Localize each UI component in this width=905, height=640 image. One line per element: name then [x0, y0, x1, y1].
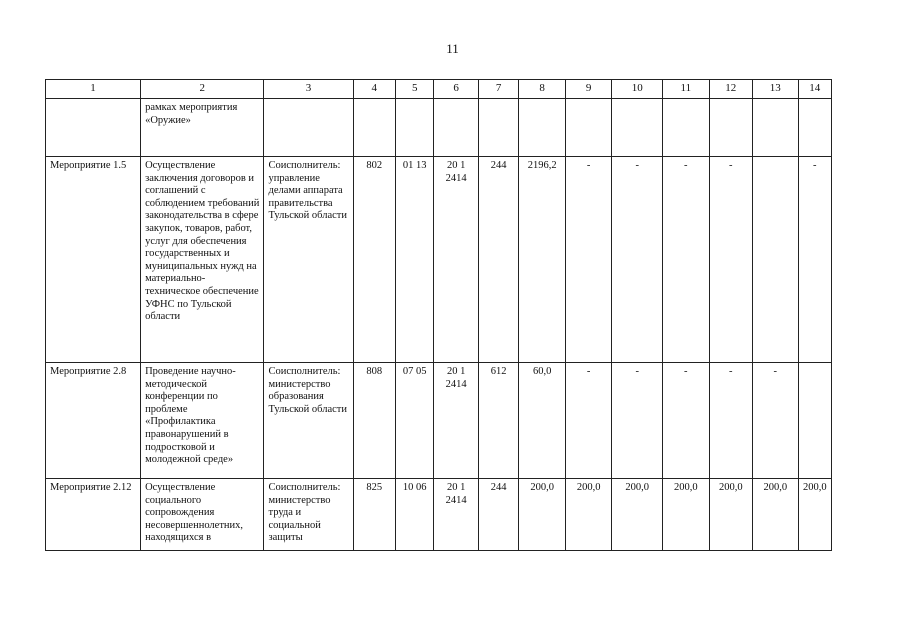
table-cell: -	[798, 157, 831, 363]
table-cell	[798, 99, 831, 157]
table-cell: 244	[478, 479, 518, 551]
budget-table	[45, 79, 832, 551]
table-cell: 20 1 2414	[434, 479, 479, 551]
table-cell: Осуществление социального сопровождения несовершеннолетних, находящихся в	[141, 479, 264, 551]
table-cell	[709, 99, 752, 157]
table-cell: 200,0	[565, 479, 612, 551]
table-cell: -	[663, 157, 710, 363]
table-cell	[519, 99, 566, 157]
table-cell: Проведение научно-методической конференции по проблеме «Профилактика правонарушений в подростковой и молодежной среде»	[141, 363, 264, 479]
column-header: 3	[264, 80, 353, 99]
column-header: 13	[753, 80, 799, 99]
table-cell: рамках мероприятия «Оружие»	[141, 99, 264, 157]
column-header: 6	[434, 80, 479, 99]
table-cell: -	[709, 157, 752, 363]
table-cell: 07 05	[395, 363, 433, 479]
column-header: 12	[709, 80, 752, 99]
table-cell	[565, 99, 612, 157]
table-cell: Соисполнитель: министерство труда и социальной защиты	[264, 479, 353, 551]
table-cell	[663, 99, 710, 157]
table-cell: 60,0	[519, 363, 566, 479]
column-header: 10	[612, 80, 663, 99]
table-row	[46, 157, 832, 363]
column-header: 4	[353, 80, 395, 99]
table-cell: 200,0	[798, 479, 831, 551]
table-cell: 10 06	[395, 479, 433, 551]
table-cell: 802	[353, 157, 395, 363]
table-cell: 2196,2	[519, 157, 566, 363]
table-cell	[46, 99, 141, 157]
table-cell	[353, 99, 395, 157]
table-cell: -	[709, 363, 752, 479]
column-header: 9	[565, 80, 612, 99]
column-header: 5	[395, 80, 433, 99]
table-cell: -	[663, 363, 710, 479]
header-row	[46, 80, 832, 99]
table-cell: 825	[353, 479, 395, 551]
table-cell: 808	[353, 363, 395, 479]
table-cell	[798, 363, 831, 479]
table-cell: Осуществление заключения договоров и соглашений с соблюдением требований законодательства в сфере закупок, товаров, работ, услуг для обеспечения государственных и муниципальных нужд на материально-техническое обеспечение УФНС по Тульской области	[141, 157, 264, 363]
page-number: 11	[446, 41, 459, 56]
table-cell: 200,0	[709, 479, 752, 551]
table-row	[46, 99, 832, 157]
column-header: 11	[663, 80, 710, 99]
table-cell: -	[612, 157, 663, 363]
table-row	[46, 479, 832, 551]
table-cell: Мероприятие 2.12	[46, 479, 141, 551]
table-cell: Мероприятие 1.5	[46, 157, 141, 363]
table-cell: Мероприятие 2.8	[46, 363, 141, 479]
table-cell	[753, 157, 799, 363]
table-cell: Соисполнитель: министерство образования Тульской области	[264, 363, 353, 479]
table-cell: Соисполнитель: управление делами аппарата правительства Тульской области	[264, 157, 353, 363]
table-cell: -	[565, 363, 612, 479]
column-header: 7	[478, 80, 518, 99]
table-cell	[264, 99, 353, 157]
table-cell: 200,0	[663, 479, 710, 551]
table-cell: 20 1 2414	[434, 363, 479, 479]
column-header: 8	[519, 80, 566, 99]
column-header: 1	[46, 80, 141, 99]
table-cell: -	[612, 363, 663, 479]
table-cell	[395, 99, 433, 157]
column-header: 14	[798, 80, 831, 99]
table-cell: 200,0	[519, 479, 566, 551]
table-cell	[434, 99, 479, 157]
table-cell	[753, 99, 799, 157]
table-cell: 612	[478, 363, 518, 479]
table-cell	[612, 99, 663, 157]
table-cell: 244	[478, 157, 518, 363]
table-cell: 200,0	[753, 479, 799, 551]
table-cell: -	[565, 157, 612, 363]
table-cell	[478, 99, 518, 157]
table-cell: 200,0	[612, 479, 663, 551]
table-cell: 01 13	[395, 157, 433, 363]
table-cell: 20 1 2414	[434, 157, 479, 363]
table-row	[46, 363, 832, 479]
column-header: 2	[141, 80, 264, 99]
table-cell: -	[753, 363, 799, 479]
